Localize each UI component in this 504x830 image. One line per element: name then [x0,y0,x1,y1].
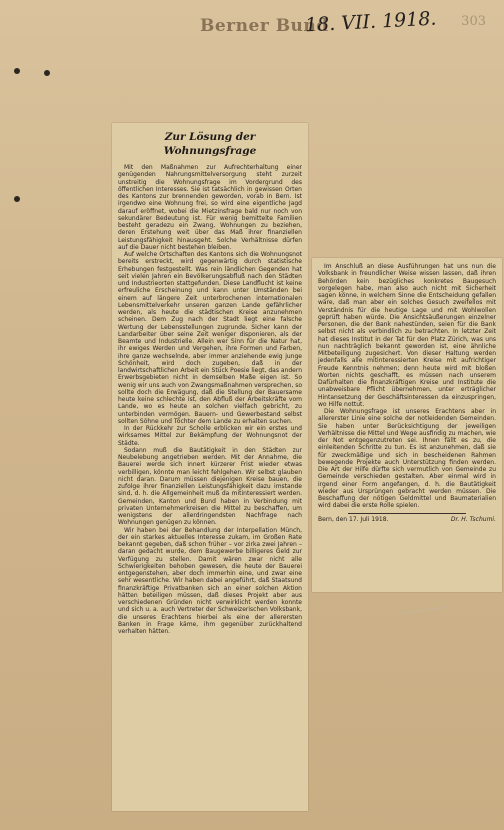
article-title: Zur Lösung der Wohnungsfrage [163,131,257,157]
divider [348,513,466,514]
paragraph: In der Rückkehr zur Scholle erblicken wir ein erstes und wirksames Mittel zur Bekämpfung der Wohnungsnot der Städte. [118,425,302,447]
page-number: 303 [461,14,486,29]
pencil-mark [396,606,451,615]
paragraph: Sodann muß die Bautätigkeit in den Städten zur Neubelebung angetrieben werden. Mit der Annahme, die Bauerei werde sich innert kürzerer Frist wieder etwas verbilligen, könnte man leicht fehlgehen. Wir selbst glauben nicht daran. Darum müssen diejenigen Kreise bauen, die zufolge ihrer finanziellen Leistungsfähigkeit dazu imstande sind, d. h. die Allgemeinheit muß da mitinteressiert werden. Gemeinden, Kanton und Bund haben in Verbindung mit privaten Unternehmerkreisen die Mittel zu beschaffen, um wenigstens der allerdringendsten Nachfrage nach Wohnungen genügen zu können. [118,446,302,527]
punch-hole [14,196,20,202]
punch-hole [14,68,20,74]
paragraph: Mit den Maßnahmen zur Aufrechterhaltung einer genügenden Nahrungsmittelversorgung steht zurzeit unstreitig die Wohnungsfrage im Vordergrund des öffentlichen Interesses. Sie ist tatsächlich in gewissen Orten des Kantons zur brennenden geworden, vorab in Bern. Ist irgendwo eine Wohnung frei, so wird eine eigentliche Jagd darauf eröffnet, wobei die Mietzinsfrage bald nur noch von sekundärer Bedeutung ist. Für wenig bemittelte Familien besteht geradezu ein Zwang, Wohnungen zu beziehen, deren Erstehung weit über das Maß ihrer finanziellen Leistungsfähigkeit hinausgeht. Solche Verhältnisse dürfen auf die Dauer nicht bestehen bleiben. [118,164,302,251]
dateline: Bern, den 17. Juli 1918. [318,515,389,523]
paragraph: Wir haben bei der Behandlung der Interpellation Münch, der ein starkes aktuelles Interesse zukam, im Großen Rate bekannt gegeben, daß schon früher – vor zirka zwei Jahren – daran gedacht wurde, dem Baugewerbe billigeres Geld zur Verfügung zu stellen. Damit wären zwar nicht alle Schwierigkeiten behoben gewesen, die heute der Bauerei entgegenstehen, aber doch immerhin eine, und zwar eine sehr wesentliche. Wir haben dabei angeführt, daß Staatsund finanzkräftige Privatbanken sich an einer solchen Aktion hätten beteiligen müssen, daß dieses Projekt aber aus verschiedenen Gründen nicht verwirklicht werden konnte und sich u. a. auch Vertreter der Schweizerischen Volksbank, die unseres Erachtens hierbei als eine der allerersten Banken in Frage käme, ihm gegenüber zurückhaltend verhalten hätten. [118,526,302,635]
article-left-text [118,128,302,635]
paragraph: Auf welche Ortschaften des Kantons sich die Wohnungsnot bereits erstreckt, wird gegenwärtig durch statistische Erhebungen festgestellt. Was rein ländlichen Gegenden hat seit vielen Jahren ein Bevölkerungsabfluß nach den Städten und Industrieorten stattgefunden. Diese Landflucht ist keine erfreuliche Erscheinung und kann unter Umständen bei einem auf längere Zeit unterbrochenen internationalen Lebensmittelverkehr unseren ganzen Lande gefährlicher werden, als heute die städtischen Kreise anzunehmen scheinen. Dem Zug nach der Stadt liegt eine falsche Wertung der Lebensstellungen zugrunde. Sicher kann der Landarbeiter über seine Zeit weniger disponieren, als der Beamte und Industrielle. Allein wer Sinn für die Natur hat, ihr ewiges Werden und Vergehen, ihre Formen und Farben, ihre ganze wechselnde, aber immer anziehende ewig junge Schönheit, wird doch zugeben, daß in der landwirtschaftlichen Arbeit ein Stück Poesie liegt, das andern Erwerbsgebieten nicht in demselben Maße eigen ist. So wenig wir uns auch von Zwangsmaßnahmen versprechen, so sollte doch die Erwägung, daß die Stellung der Bauersame heute keine schlechte ist, den Abfluß der Arbeitskräfte vom Lande, wo es heute an solchen vielfach gebricht, zu unterbinden vermögen. Bauern- und Gewerbestand selbst sollten Söhne und Töchter dem Lande zu erhalten suchen. [118,251,302,425]
clipping-column-right [312,258,502,592]
clipping-header [190,8,486,48]
article-right-text [318,263,496,523]
author-name: Dr. H. Tschumi. [450,515,496,523]
punch-hole [44,70,50,76]
signature-line [318,516,496,523]
newspaper-name: Berner Bund [200,16,329,36]
paragraph: Die Wohnungsfrage ist unseres Erachtens aber in allererster Linie eine solche der notleidenden Gemeinden. Sie haben unter Berücksichtigung der jeweiligen Verhältnisse die Mittel und Wege ausfindig zu machen, wie der Not entgegenzutreten sei. Ihnen fällt es zu, die einleitenden Schritte zu tun. Es ist anzunehmen, daß sie für zweckmäßige und sich in bescheidenen Rahmen bewegende Projekte auch Unterstützung finden werden. Die Art der Hilfe dürfte sich vermutlich von Gemeinde zu Gemeinde verschieden gestalten. Aber einmal wird in irgend einer Form angefangen, d. h. die Bautätigkeit wieder aus Ursprüngen gebracht werden müssen. Die Beschaffung der nötigen Geldmittel und Baumaterialien wird dabei die erste Rolle spielen. [318,408,496,510]
paragraph: Im Anschluß an diese Ausführungen hat uns nun die Volksbank in freundlicher Weise wissen lassen, daß ihren Behörden kein bezügliches konkretes Baugesuch vorgelegen habe, man also auch nicht mit Sicherheit sagen könne, in welchem Sinne die Entscheidung gefallen wäre, daß man aber ein solches Gesuch zweifellos mit Verständnis für die heutige Lage und mit Wohlwollen geprüft haben würde. Die Ansichtsäußerungen einzelner Personen, die der Bank nahestünden, seien für die Bank selbst nicht als verbindlich zu betrachten. In letzter Zeit hat dieses Institut in der Tat für den Platz Zürich, was uns nun nachträglich bekannt geworden ist, eine ähnliche Mitbeteiligung zugesichert. Von dieser Haltung werden jedenfalls alle mitinteressierten Kreise mit aufrichtiger Freude Kenntnis nehmen; denn heute wird mit bloßen Worten nichts geschafft, es müssen nach unserem Dafürhalten die finanzkräftigen Kreise und Institute die unabweisbare Pflicht übernehmen, unter erträglicher Hintansetzung der Geschäftsinteressen da einzuspringen, wo Hilfe nottut. [318,263,496,408]
clipping-column-left [112,123,308,811]
handwritten-date: 18. VII. 1918. [304,7,437,37]
